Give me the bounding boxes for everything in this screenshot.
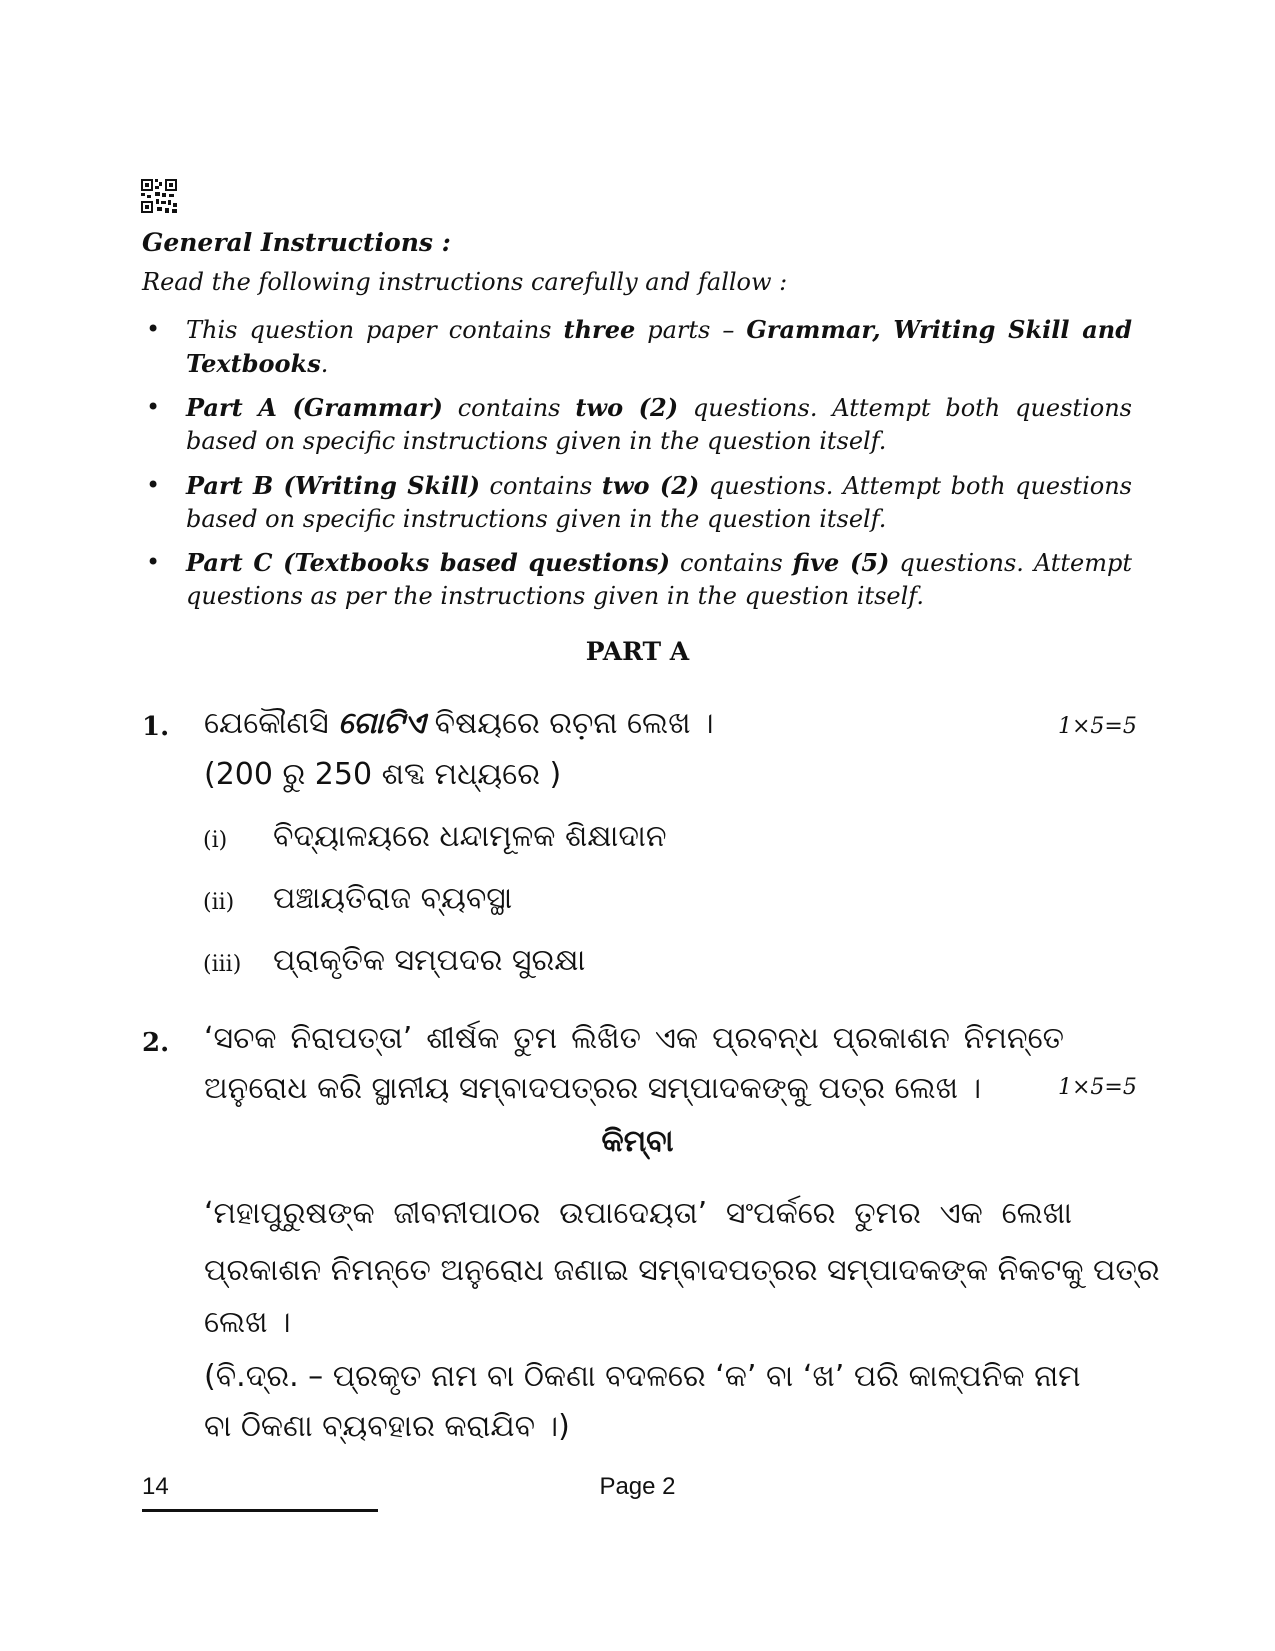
option-number: (iii) <box>203 952 242 977</box>
instruction-text: This question paper contains three parts – Grammar, Writing Skill and Textbooks. <box>186 315 1133 378</box>
instructions-subtitle: Read the following instructions carefully and fallow : <box>142 268 788 296</box>
alternate-question-line: ‘ମହାପୁରୁଷଙ୍କ ଜୀବନୀପାଠର ଉପାଦେୟତା’ ସଂପର୍କରେ ତୁମର ଏକ ଲେଖା <box>204 1196 1072 1231</box>
bullet-icon: • <box>146 471 161 499</box>
page-code: 14 <box>142 1473 169 1500</box>
question-number: 1. <box>142 712 170 742</box>
section-heading-part-a: PART A <box>585 637 690 666</box>
question-text-line: ଅନୁରୋଧ କରି ସ୍ଥାନୀୟ ସମ୍ବାଦପତ୍ରର ସମ୍ପାଦକଙ୍କୁ ପତ୍ର ଲେଖ । <box>204 1071 982 1106</box>
page-number: Page 2 <box>599 1473 676 1500</box>
question-text: ଯେକୌଣସି ଗୋଟିଏ ବିଷୟରେ ରଚ଼ନା ଲେଖ । <box>204 706 714 741</box>
note-line: (ବି.ଦ୍ର. – ପ୍ରକୃତ ନାମ ବା ଠିକଣା ବଦଳରେ ‘କ’ ବା ‘ଖ’ ପରି କାଳ୍ପନିକ ନାମ <box>204 1359 1081 1394</box>
instruction-text: Part C (Textbooks based questions) contains five (5) questions. Attempt questions as per the instructions given in the question itself. <box>186 548 1133 610</box>
option-text: ବିଦ୍ୟାଳୟରେ ଧନ୍ଦାମୂଳକ ଶିକ୍ଷାଦାନ <box>273 819 667 854</box>
or-divider: କିମ୍ବା <box>601 1124 674 1159</box>
alternate-question-line: ପ୍ରକାଶନ ନିମନ୍ତେ ଅନୁରୋଧ ଜଣାଇ ସମ୍ବାଦପତ୍ରର ସମ୍ପାଦକଙ୍କ ନିକଟକୁ ପତ୍ର <box>204 1253 1160 1288</box>
question-word-limit: (200 ରୁ 250 ଶବ୍ଦ ମଧ୍ୟରେ ) <box>204 757 562 792</box>
instruction-text: Part B (Writing Skill) contains two (2) questions. Attempt both questions based on specific instructions given in the question itself. <box>186 471 1132 533</box>
alternate-question-line: ଲେଖ । <box>204 1305 291 1340</box>
option-text: ପଞ୍ଚାୟତିରାଜ ବ୍ୟବସ୍ଥା <box>273 881 513 916</box>
bullet-icon: • <box>146 393 161 421</box>
qr-code-icon <box>141 179 177 213</box>
instruction-text: Part A (Grammar) contains two (2) questions. Attempt both questions based on specific instructions given in the question itself. <box>186 393 1132 455</box>
note-line: ବା ଠିକଣା ବ୍ୟବହାର କରାଯିବ ।) <box>204 1409 570 1444</box>
footer-rule <box>142 1509 378 1512</box>
option-number: (i) <box>203 828 228 853</box>
question-text-line: ‘ସଚକ ନିରାପତ୍ତା’ ଶୀର୍ଷକ ତୁମ ଲିଖିତ ଏକ ପ୍ରବନ୍ଧ ପ୍ରକାଶନ ନିମନ୍ତେ <box>204 1021 1064 1056</box>
instructions-title: General Instructions : <box>142 228 451 257</box>
bullet-icon: • <box>146 315 161 343</box>
question-marks: 1×5=5 <box>1058 1075 1137 1100</box>
option-number: (ii) <box>203 890 235 915</box>
question-number: 2. <box>142 1028 170 1058</box>
question-marks: 1×5=5 <box>1058 714 1137 739</box>
bullet-icon: • <box>146 548 161 576</box>
option-text: ପ୍ରାକୃତିକ ସମ୍ପଦର ସୁରକ୍ଷା <box>273 943 586 978</box>
